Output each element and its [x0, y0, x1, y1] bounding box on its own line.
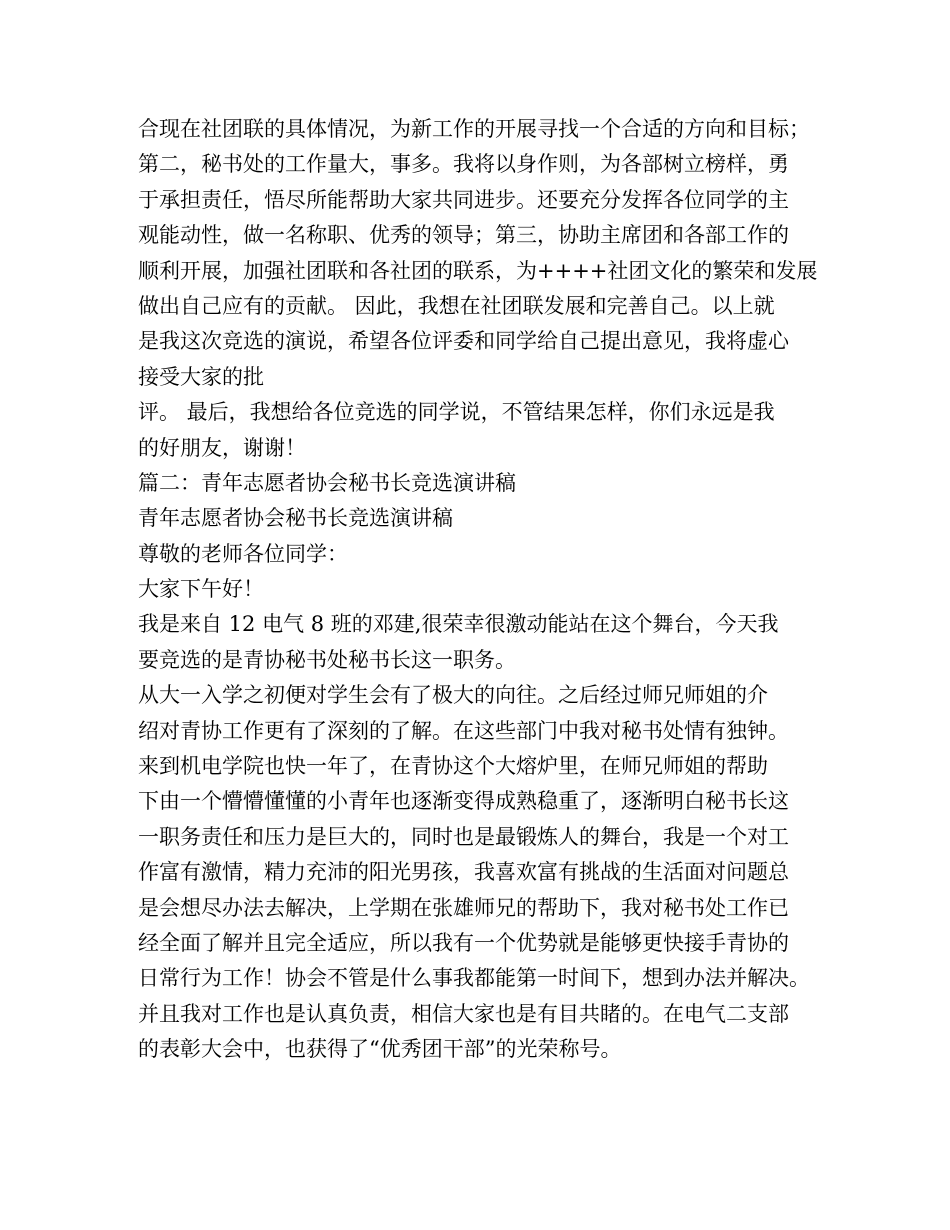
text-line: 日常行为工作！协会不管是什么事我都能第一时间下，想到办法并解决。: [138, 966, 810, 991]
text-line: 是我这次竞选的演说，希望各位评委和同学给自己提出意见，我将虚心: [138, 329, 789, 354]
text-line: 我是来自 12 电气 8 班的邓建,很荣幸很激动能站在这个舞台，今天我: [138, 612, 779, 637]
text-line: 合现在社团联的具体情况，为新工作的开展寻找一个合适的方向和目标；: [138, 117, 810, 141]
text-line: 作富有激情，精力充沛的阳光男孩，我喜欢富有挑战的生活面对问题总: [138, 860, 789, 885]
text-line: 第二，秘书处的工作量大，事多。我将以身作则，为各部树立榜样，勇: [138, 152, 789, 177]
salutation: 尊敬的老师各位同学：: [138, 541, 348, 566]
text-line: 评。 最后，我想给各位竞选的同学说，不管结果怎样，你们永远是我: [138, 400, 775, 425]
text-line: 下由一个懵懵懂懂的小青年也逐渐变得成熟稳重了，逐渐明白秘书长这: [138, 789, 789, 814]
text-line: 从大一入学之初便对学生会有了极大的向往。之后经过师兄师姐的介: [138, 683, 768, 708]
text-line: 来到机电学院也快一年了，在青协这个大熔炉里，在师兄师姐的帮助: [138, 754, 768, 779]
text-line: 一职务责任和压力是巨大的，同时也是最锻炼人的舞台，我是一个对工: [138, 824, 789, 849]
text-line: 经全面了解并且完全适应，所以我有一个优势就是能够更快接手青协的: [138, 930, 789, 955]
text-line: 观能动性，做一名称职、优秀的领导；第三，协助主席团和各部工作的: [138, 223, 789, 248]
text-line: 绍对青协工作更有了深刻的了解。在这些部门中我对秘书处情有独钟。: [138, 718, 789, 743]
text-line: 的好朋友，谢谢！: [138, 435, 306, 460]
body-text: [138, 112, 828, 1068]
section-heading: 篇二：青年志愿者协会秘书长竞选演讲稿: [138, 470, 516, 495]
text-line: 是会想尽办法去解决，上学期在张雄师兄的帮助下，我对秘书处工作已: [138, 895, 789, 920]
text-line: 并且我对工作也是认真负责，相信大家也是有目共睹的。在电气二支部: [138, 1001, 789, 1026]
greeting: 大家下午好！: [138, 577, 264, 602]
text-line: 接受大家的批: [138, 364, 264, 389]
speech-title: 青年志愿者协会秘书长竞选演讲稿: [138, 506, 453, 531]
text-line: 要竞选的是青协秘书处秘书长这一职务。: [138, 647, 516, 672]
text-line: 做出自己应有的贡献。 因此，我想在社团联发展和完善自己。以上就: [138, 293, 775, 318]
text-line: 顺利开展，加强社团联和各社团的联系，为++++社团文化的繁荣和发展: [138, 258, 818, 283]
text-line: 于承担责任，悟尽所能帮助大家共同进步。还要充分发挥各位同学的主: [138, 187, 789, 212]
text-line: 的表彰大会中，也获得了“优秀团干部”的光荣称号。: [138, 1037, 622, 1062]
